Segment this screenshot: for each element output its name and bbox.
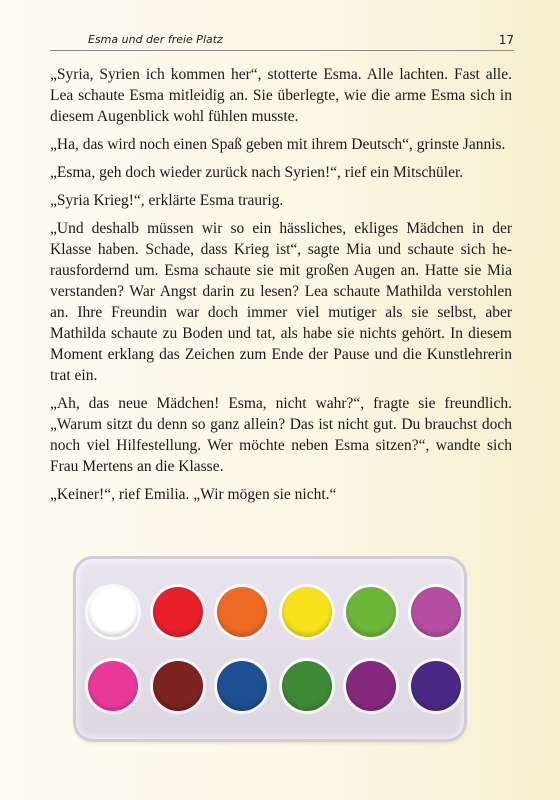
paint-well [346, 661, 396, 711]
paint-well [346, 587, 396, 637]
paint-well [153, 587, 203, 637]
paragraph: „Ha, das wird noch einen Spaß geben mit ihrem Deutsch“, grinste Jannis. [50, 136, 506, 153]
running-title: Esma und der freie Platz [88, 33, 223, 46]
paragraph: „Und deshalb müssen wir so ein hässliches, ekliges Mädchen in der Klasse haben. Schade, dass Krieg ist“, sagte Mia und schaute sich herausfordernd um. Esma schaute sie mit großen Augen an. Hatte sie Mia verstanden? War Angst darin zu lesen? Lea schaute Mathilda verstohlen an. Ihre Freundin war doch immer viel mutiger als sie selbst, aber Mathilda schaute zu Boden und tat, als habe sie nichts gehört. In diesem Moment erklang das Zeichen zum Ende der Pause und die Kunstlehrerin trat ein. [50, 220, 512, 384]
paragraph: „Syria, Syrien ich kommen her“, stotterte Esma. Alle lachten. Fast alle. Lea schaute Esma mitleidig an. Sie überlegte, wie die arme Esma sich in diesem Augenblick wohl fühlen musste. [50, 66, 512, 125]
paragraph: „Ah, das neue Mädchen! Esma, nicht wahr?“, fragte sie freundlich. „Warum sitzt du denn so ganz allein? Das ist nicht gut. Du brauchst doch noch viel Hilfestellung. Wer möchte neben Esma sitzen?“, wandte sich Frau Mertens an die Klasse. [50, 395, 512, 475]
paint-well [411, 587, 461, 637]
paragraph: „Esma, geh doch wieder zurück nach Syrien!“, rief ein Mitschüler. [50, 164, 464, 181]
paragraph: „Keiner!“, rief Emilia. „Wir mögen sie nicht.“ [50, 486, 337, 503]
paragraph: „Syria Krieg!“, erklärte Esma traurig. [50, 192, 284, 209]
paint-well [217, 587, 267, 637]
page-number: 17 [498, 33, 514, 47]
paint-well [217, 661, 267, 711]
paint-well [282, 661, 332, 711]
paint-well [88, 587, 138, 637]
paint-well [88, 661, 138, 711]
running-head [50, 32, 514, 51]
paint-well [153, 661, 203, 711]
paint-well [411, 661, 461, 711]
watercolor-palette-illustration [73, 556, 467, 742]
body-text [50, 64, 512, 512]
paint-well [282, 587, 332, 637]
